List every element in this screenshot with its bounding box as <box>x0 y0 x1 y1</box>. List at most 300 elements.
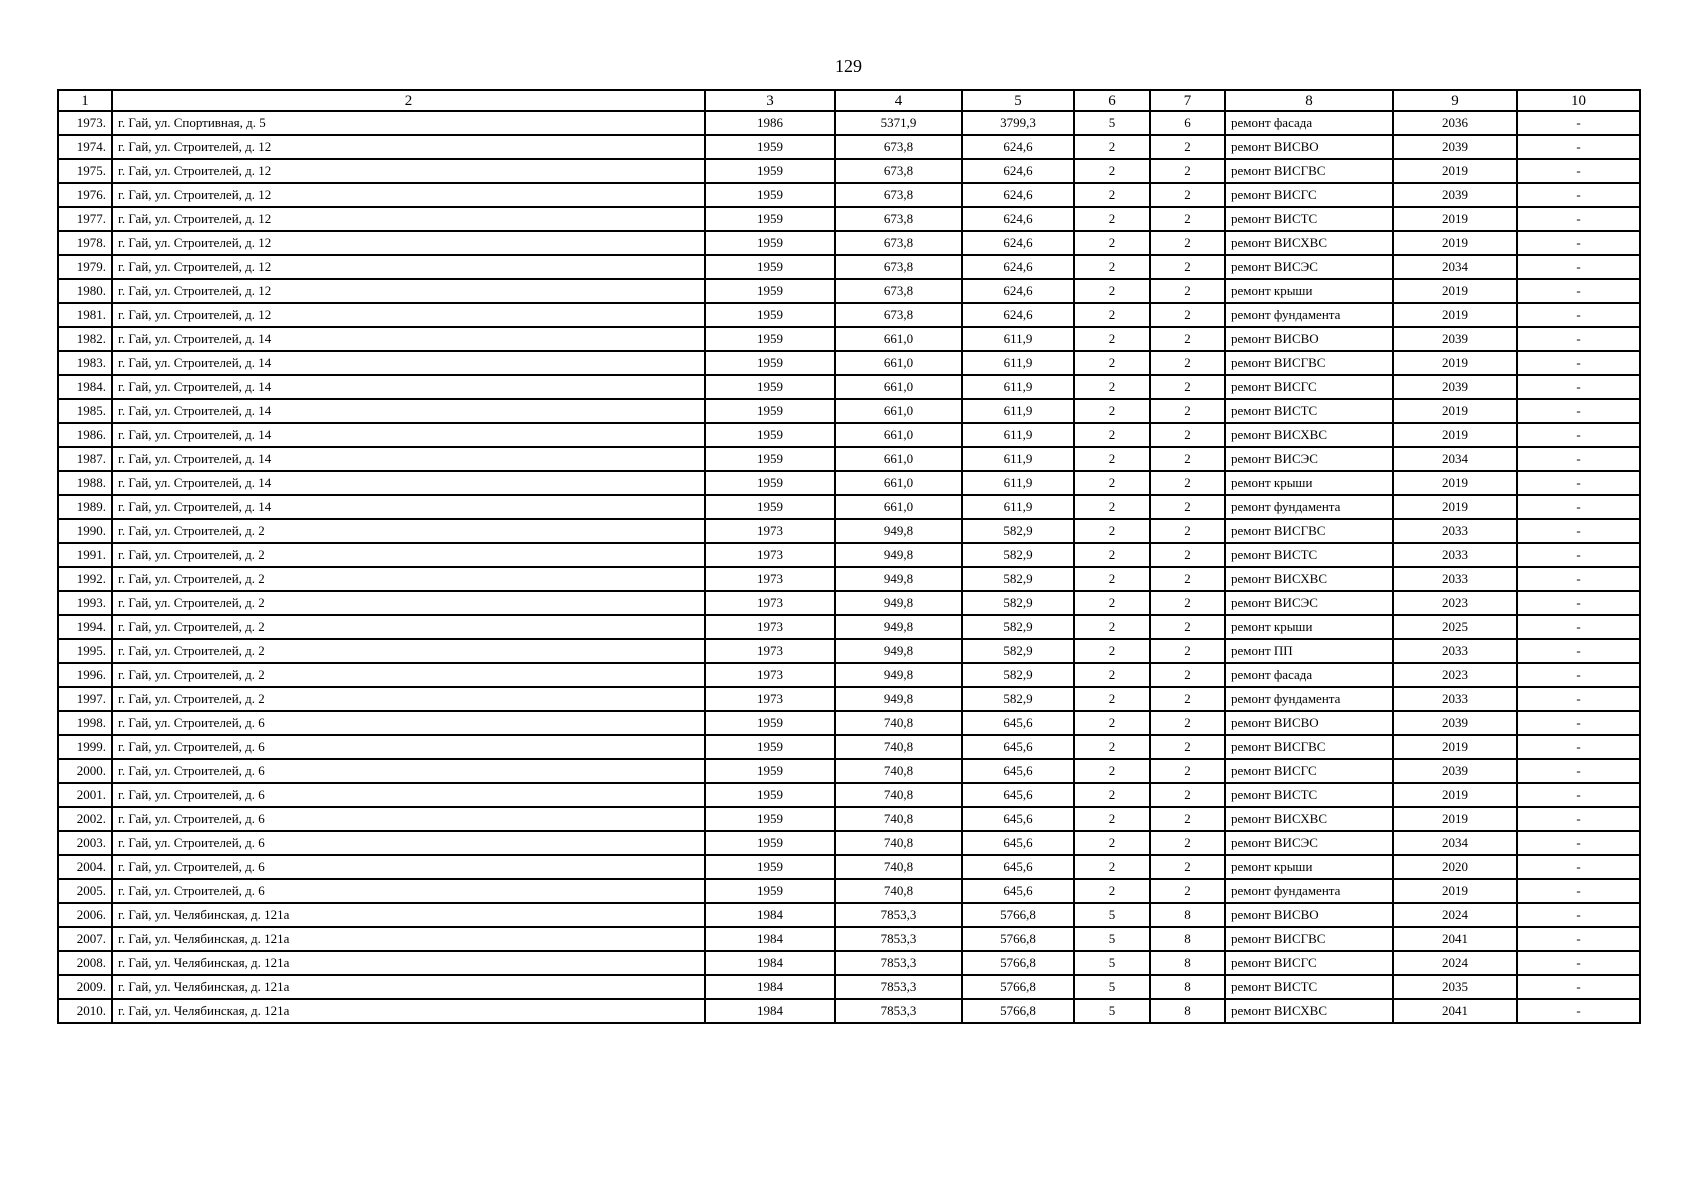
address-cell: г. Гай, ул. Строителей, д. 14 <box>112 495 705 519</box>
floors-cell: 2 <box>1074 279 1150 303</box>
planned-year-cell: 2041 <box>1393 927 1517 951</box>
column-header-9: 9 <box>1393 90 1517 111</box>
work-type-cell: ремонт ВИСВО <box>1225 135 1393 159</box>
entrances-cell: 8 <box>1150 903 1225 927</box>
table-header <box>58 90 1640 111</box>
floors-cell: 2 <box>1074 375 1150 399</box>
column-header-7: 7 <box>1150 90 1225 111</box>
address-cell: г. Гай, ул. Строителей, д. 12 <box>112 207 705 231</box>
floors-cell: 2 <box>1074 783 1150 807</box>
address-cell: г. Гай, ул. Строителей, д. 14 <box>112 399 705 423</box>
planned-year-cell: 2039 <box>1393 375 1517 399</box>
year-cell: 1959 <box>705 303 835 327</box>
address-cell: г. Гай, ул. Строителей, д. 12 <box>112 183 705 207</box>
address-cell: г. Гай, ул. Челябинская, д. 121а <box>112 951 705 975</box>
note-cell: - <box>1517 159 1640 183</box>
year-cell: 1959 <box>705 159 835 183</box>
entrances-cell: 2 <box>1150 591 1225 615</box>
table-row <box>58 783 1640 807</box>
work-type-cell: ремонт фасада <box>1225 663 1393 687</box>
year-cell: 1959 <box>705 807 835 831</box>
address-cell: г. Гай, ул. Строителей, д. 6 <box>112 879 705 903</box>
note-cell: - <box>1517 375 1640 399</box>
table-row <box>58 423 1640 447</box>
total-area-cell: 949,8 <box>835 663 962 687</box>
row-number-cell: 1981. <box>58 303 112 327</box>
living-area-cell: 582,9 <box>962 543 1074 567</box>
floors-cell: 2 <box>1074 159 1150 183</box>
table-row <box>58 375 1640 399</box>
year-cell: 1984 <box>705 951 835 975</box>
work-type-cell: ремонт фундамента <box>1225 687 1393 711</box>
note-cell: - <box>1517 447 1640 471</box>
planned-year-cell: 2039 <box>1393 183 1517 207</box>
column-header-8: 8 <box>1225 90 1393 111</box>
note-cell: - <box>1517 303 1640 327</box>
row-number-cell: 1997. <box>58 687 112 711</box>
work-type-cell: ремонт фундамента <box>1225 879 1393 903</box>
year-cell: 1959 <box>705 447 835 471</box>
entrances-cell: 2 <box>1150 807 1225 831</box>
note-cell: - <box>1517 135 1640 159</box>
address-cell: г. Гай, ул. Строителей, д. 2 <box>112 519 705 543</box>
address-cell: г. Гай, ул. Строителей, д. 2 <box>112 543 705 567</box>
total-area-cell: 740,8 <box>835 855 962 879</box>
entrances-cell: 2 <box>1150 639 1225 663</box>
note-cell: - <box>1517 591 1640 615</box>
total-area-cell: 7853,3 <box>835 951 962 975</box>
note-cell: - <box>1517 975 1640 999</box>
address-cell: г. Гай, ул. Строителей, д. 2 <box>112 615 705 639</box>
total-area-cell: 7853,3 <box>835 927 962 951</box>
floors-cell: 2 <box>1074 207 1150 231</box>
floors-cell: 2 <box>1074 471 1150 495</box>
planned-year-cell: 2023 <box>1393 663 1517 687</box>
entrances-cell: 2 <box>1150 183 1225 207</box>
planned-year-cell: 2019 <box>1393 471 1517 495</box>
entrances-cell: 2 <box>1150 519 1225 543</box>
work-type-cell: ремонт ВИСТС <box>1225 399 1393 423</box>
year-cell: 1986 <box>705 111 835 135</box>
year-cell: 1959 <box>705 735 835 759</box>
total-area-cell: 661,0 <box>835 375 962 399</box>
total-area-cell: 673,8 <box>835 231 962 255</box>
row-number-cell: 1979. <box>58 255 112 279</box>
floors-cell: 2 <box>1074 519 1150 543</box>
row-number-cell: 1993. <box>58 591 112 615</box>
work-type-cell: ремонт крыши <box>1225 471 1393 495</box>
address-cell: г. Гай, ул. Строителей, д. 14 <box>112 423 705 447</box>
row-number-cell: 1987. <box>58 447 112 471</box>
row-number-cell: 1999. <box>58 735 112 759</box>
total-area-cell: 740,8 <box>835 831 962 855</box>
note-cell: - <box>1517 999 1640 1023</box>
entrances-cell: 2 <box>1150 783 1225 807</box>
address-cell: г. Гай, ул. Строителей, д. 6 <box>112 831 705 855</box>
row-number-cell: 1977. <box>58 207 112 231</box>
total-area-cell: 740,8 <box>835 759 962 783</box>
work-type-cell: ремонт ВИСХВС <box>1225 567 1393 591</box>
planned-year-cell: 2035 <box>1393 975 1517 999</box>
column-header-4: 4 <box>835 90 962 111</box>
planned-year-cell: 2024 <box>1393 903 1517 927</box>
total-area-cell: 949,8 <box>835 543 962 567</box>
living-area-cell: 582,9 <box>962 567 1074 591</box>
total-area-cell: 949,8 <box>835 567 962 591</box>
row-number-cell: 2001. <box>58 783 112 807</box>
total-area-cell: 740,8 <box>835 783 962 807</box>
planned-year-cell: 2039 <box>1393 711 1517 735</box>
entrances-cell: 2 <box>1150 255 1225 279</box>
total-area-cell: 661,0 <box>835 399 962 423</box>
note-cell: - <box>1517 639 1640 663</box>
total-area-cell: 740,8 <box>835 879 962 903</box>
address-cell: г. Гай, ул. Строителей, д. 2 <box>112 663 705 687</box>
planned-year-cell: 2033 <box>1393 687 1517 711</box>
planned-year-cell: 2019 <box>1393 879 1517 903</box>
year-cell: 1984 <box>705 903 835 927</box>
year-cell: 1973 <box>705 591 835 615</box>
living-area-cell: 5766,8 <box>962 999 1074 1023</box>
floors-cell: 2 <box>1074 255 1150 279</box>
table-row <box>58 447 1640 471</box>
table-row <box>58 855 1640 879</box>
living-area-cell: 624,6 <box>962 255 1074 279</box>
total-area-cell: 7853,3 <box>835 903 962 927</box>
planned-year-cell: 2019 <box>1393 231 1517 255</box>
total-area-cell: 949,8 <box>835 591 962 615</box>
planned-year-cell: 2019 <box>1393 783 1517 807</box>
living-area-cell: 5766,8 <box>962 903 1074 927</box>
note-cell: - <box>1517 735 1640 759</box>
repair-schedule-table <box>57 89 1641 1024</box>
year-cell: 1959 <box>705 231 835 255</box>
entrances-cell: 2 <box>1150 327 1225 351</box>
work-type-cell: ремонт ВИСХВС <box>1225 807 1393 831</box>
entrances-cell: 2 <box>1150 495 1225 519</box>
planned-year-cell: 2036 <box>1393 111 1517 135</box>
total-area-cell: 673,8 <box>835 207 962 231</box>
work-type-cell: ремонт ВИСГС <box>1225 375 1393 399</box>
total-area-cell: 7853,3 <box>835 975 962 999</box>
note-cell: - <box>1517 687 1640 711</box>
work-type-cell: ремонт ВИСХВС <box>1225 423 1393 447</box>
year-cell: 1959 <box>705 423 835 447</box>
entrances-cell: 2 <box>1150 663 1225 687</box>
living-area-cell: 582,9 <box>962 639 1074 663</box>
row-number-cell: 2010. <box>58 999 112 1023</box>
address-cell: г. Гай, ул. Челябинская, д. 121а <box>112 927 705 951</box>
living-area-cell: 624,6 <box>962 183 1074 207</box>
note-cell: - <box>1517 423 1640 447</box>
work-type-cell: ремонт ВИСГВС <box>1225 735 1393 759</box>
living-area-cell: 611,9 <box>962 471 1074 495</box>
address-cell: г. Гай, ул. Строителей, д. 14 <box>112 447 705 471</box>
year-cell: 1984 <box>705 927 835 951</box>
floors-cell: 2 <box>1074 447 1150 471</box>
work-type-cell: ремонт ВИСТС <box>1225 543 1393 567</box>
planned-year-cell: 2039 <box>1393 759 1517 783</box>
work-type-cell: ремонт ВИСЭС <box>1225 447 1393 471</box>
floors-cell: 2 <box>1074 807 1150 831</box>
note-cell: - <box>1517 807 1640 831</box>
floors-cell: 2 <box>1074 687 1150 711</box>
row-number-cell: 2008. <box>58 951 112 975</box>
entrances-cell: 2 <box>1150 231 1225 255</box>
entrances-cell: 2 <box>1150 135 1225 159</box>
table-row <box>58 183 1640 207</box>
year-cell: 1959 <box>705 279 835 303</box>
total-area-cell: 673,8 <box>835 183 962 207</box>
address-cell: г. Гай, ул. Строителей, д. 6 <box>112 855 705 879</box>
table-row <box>58 159 1640 183</box>
address-cell: г. Гай, ул. Строителей, д. 12 <box>112 231 705 255</box>
planned-year-cell: 2033 <box>1393 567 1517 591</box>
total-area-cell: 949,8 <box>835 615 962 639</box>
total-area-cell: 5371,9 <box>835 111 962 135</box>
work-type-cell: ремонт ВИСГВС <box>1225 159 1393 183</box>
address-cell: г. Гай, ул. Строителей, д. 2 <box>112 687 705 711</box>
table-row <box>58 519 1640 543</box>
row-number-cell: 2000. <box>58 759 112 783</box>
living-area-cell: 645,6 <box>962 711 1074 735</box>
year-cell: 1959 <box>705 255 835 279</box>
planned-year-cell: 2039 <box>1393 327 1517 351</box>
planned-year-cell: 2019 <box>1393 279 1517 303</box>
work-type-cell: ремонт ВИСХВС <box>1225 999 1393 1023</box>
planned-year-cell: 2034 <box>1393 255 1517 279</box>
living-area-cell: 5766,8 <box>962 951 1074 975</box>
entrances-cell: 8 <box>1150 951 1225 975</box>
note-cell: - <box>1517 879 1640 903</box>
work-type-cell: ремонт ВИСГС <box>1225 951 1393 975</box>
address-cell: г. Гай, ул. Строителей, д. 2 <box>112 591 705 615</box>
planned-year-cell: 2019 <box>1393 735 1517 759</box>
total-area-cell: 949,8 <box>835 639 962 663</box>
table-row <box>58 687 1640 711</box>
row-number-cell: 1982. <box>58 327 112 351</box>
year-cell: 1959 <box>705 327 835 351</box>
entrances-cell: 2 <box>1150 759 1225 783</box>
table-row <box>58 711 1640 735</box>
floors-cell: 2 <box>1074 543 1150 567</box>
planned-year-cell: 2034 <box>1393 447 1517 471</box>
column-header-6: 6 <box>1074 90 1150 111</box>
table-row <box>58 591 1640 615</box>
total-area-cell: 7853,3 <box>835 999 962 1023</box>
work-type-cell: ремонт ВИСТС <box>1225 207 1393 231</box>
row-number-cell: 1980. <box>58 279 112 303</box>
work-type-cell: ремонт ВИСТС <box>1225 975 1393 999</box>
row-number-cell: 2005. <box>58 879 112 903</box>
row-number-cell: 1978. <box>58 231 112 255</box>
living-area-cell: 582,9 <box>962 663 1074 687</box>
floors-cell: 2 <box>1074 711 1150 735</box>
note-cell: - <box>1517 279 1640 303</box>
entrances-cell: 2 <box>1150 447 1225 471</box>
floors-cell: 2 <box>1074 855 1150 879</box>
planned-year-cell: 2019 <box>1393 351 1517 375</box>
address-cell: г. Гай, ул. Челябинская, д. 121а <box>112 903 705 927</box>
entrances-cell: 8 <box>1150 999 1225 1023</box>
note-cell: - <box>1517 855 1640 879</box>
total-area-cell: 661,0 <box>835 423 962 447</box>
living-area-cell: 611,9 <box>962 447 1074 471</box>
note-cell: - <box>1517 543 1640 567</box>
table-row <box>58 975 1640 999</box>
work-type-cell: ремонт ВИСВО <box>1225 327 1393 351</box>
table-row <box>58 543 1640 567</box>
floors-cell: 2 <box>1074 639 1150 663</box>
work-type-cell: ремонт ВИСГВС <box>1225 351 1393 375</box>
work-type-cell: ремонт ПП <box>1225 639 1393 663</box>
living-area-cell: 624,6 <box>962 135 1074 159</box>
row-number-cell: 1996. <box>58 663 112 687</box>
planned-year-cell: 2033 <box>1393 639 1517 663</box>
planned-year-cell: 2025 <box>1393 615 1517 639</box>
total-area-cell: 673,8 <box>835 303 962 327</box>
total-area-cell: 740,8 <box>835 735 962 759</box>
year-cell: 1959 <box>705 471 835 495</box>
year-cell: 1959 <box>705 879 835 903</box>
entrances-cell: 8 <box>1150 927 1225 951</box>
header-row <box>58 90 1640 111</box>
column-header-1: 1 <box>58 90 112 111</box>
note-cell: - <box>1517 903 1640 927</box>
entrances-cell: 8 <box>1150 975 1225 999</box>
table-row <box>58 399 1640 423</box>
row-number-cell: 1991. <box>58 543 112 567</box>
total-area-cell: 740,8 <box>835 807 962 831</box>
row-number-cell: 1975. <box>58 159 112 183</box>
year-cell: 1984 <box>705 999 835 1023</box>
note-cell: - <box>1517 183 1640 207</box>
address-cell: г. Гай, ул. Строителей, д. 12 <box>112 303 705 327</box>
address-cell: г. Гай, ул. Спортивная, д. 5 <box>112 111 705 135</box>
note-cell: - <box>1517 783 1640 807</box>
total-area-cell: 661,0 <box>835 495 962 519</box>
year-cell: 1984 <box>705 975 835 999</box>
total-area-cell: 949,8 <box>835 519 962 543</box>
row-number-cell: 1974. <box>58 135 112 159</box>
living-area-cell: 5766,8 <box>962 975 1074 999</box>
floors-cell: 2 <box>1074 831 1150 855</box>
living-area-cell: 582,9 <box>962 519 1074 543</box>
total-area-cell: 949,8 <box>835 687 962 711</box>
note-cell: - <box>1517 327 1640 351</box>
note-cell: - <box>1517 831 1640 855</box>
living-area-cell: 611,9 <box>962 495 1074 519</box>
entrances-cell: 2 <box>1150 471 1225 495</box>
row-number-cell: 1985. <box>58 399 112 423</box>
address-cell: г. Гай, ул. Строителей, д. 12 <box>112 279 705 303</box>
year-cell: 1959 <box>705 495 835 519</box>
note-cell: - <box>1517 399 1640 423</box>
year-cell: 1973 <box>705 615 835 639</box>
column-header-5: 5 <box>962 90 1074 111</box>
floors-cell: 2 <box>1074 183 1150 207</box>
planned-year-cell: 2024 <box>1393 951 1517 975</box>
table-row <box>58 999 1640 1023</box>
table-body <box>58 111 1640 1023</box>
table-row <box>58 615 1640 639</box>
entrances-cell: 2 <box>1150 567 1225 591</box>
floors-cell: 2 <box>1074 879 1150 903</box>
planned-year-cell: 2023 <box>1393 591 1517 615</box>
table-row <box>58 951 1640 975</box>
planned-year-cell: 2019 <box>1393 495 1517 519</box>
living-area-cell: 645,6 <box>962 735 1074 759</box>
entrances-cell: 2 <box>1150 159 1225 183</box>
total-area-cell: 673,8 <box>835 135 962 159</box>
living-area-cell: 611,9 <box>962 327 1074 351</box>
living-area-cell: 611,9 <box>962 375 1074 399</box>
address-cell: г. Гай, ул. Строителей, д. 2 <box>112 639 705 663</box>
year-cell: 1959 <box>705 399 835 423</box>
row-number-cell: 1994. <box>58 615 112 639</box>
table-row <box>58 663 1640 687</box>
address-cell: г. Гай, ул. Строителей, д. 14 <box>112 327 705 351</box>
floors-cell: 2 <box>1074 495 1150 519</box>
note-cell: - <box>1517 231 1640 255</box>
work-type-cell: ремонт ВИСГС <box>1225 183 1393 207</box>
year-cell: 1973 <box>705 567 835 591</box>
column-header-2: 2 <box>112 90 705 111</box>
floors-cell: 5 <box>1074 951 1150 975</box>
work-type-cell: ремонт фундамента <box>1225 303 1393 327</box>
floors-cell: 5 <box>1074 111 1150 135</box>
entrances-cell: 2 <box>1150 735 1225 759</box>
entrances-cell: 2 <box>1150 303 1225 327</box>
floors-cell: 2 <box>1074 135 1150 159</box>
year-cell: 1959 <box>705 855 835 879</box>
row-number-cell: 2006. <box>58 903 112 927</box>
table-row <box>58 135 1640 159</box>
table-row <box>58 567 1640 591</box>
note-cell: - <box>1517 759 1640 783</box>
work-type-cell: ремонт ВИСГС <box>1225 759 1393 783</box>
planned-year-cell: 2033 <box>1393 543 1517 567</box>
address-cell: г. Гай, ул. Строителей, д. 6 <box>112 735 705 759</box>
row-number-cell: 2004. <box>58 855 112 879</box>
address-cell: г. Гай, ул. Строителей, д. 6 <box>112 759 705 783</box>
row-number-cell: 1976. <box>58 183 112 207</box>
planned-year-cell: 2041 <box>1393 999 1517 1023</box>
total-area-cell: 740,8 <box>835 711 962 735</box>
year-cell: 1973 <box>705 639 835 663</box>
address-cell: г. Гай, ул. Челябинская, д. 121а <box>112 999 705 1023</box>
total-area-cell: 661,0 <box>835 471 962 495</box>
year-cell: 1973 <box>705 543 835 567</box>
table-row <box>58 903 1640 927</box>
living-area-cell: 582,9 <box>962 687 1074 711</box>
year-cell: 1959 <box>705 831 835 855</box>
total-area-cell: 673,8 <box>835 159 962 183</box>
year-cell: 1973 <box>705 519 835 543</box>
note-cell: - <box>1517 711 1640 735</box>
work-type-cell: ремонт крыши <box>1225 279 1393 303</box>
table-row <box>58 879 1640 903</box>
living-area-cell: 611,9 <box>962 351 1074 375</box>
floors-cell: 5 <box>1074 999 1150 1023</box>
year-cell: 1973 <box>705 687 835 711</box>
floors-cell: 2 <box>1074 663 1150 687</box>
floors-cell: 2 <box>1074 591 1150 615</box>
floors-cell: 5 <box>1074 975 1150 999</box>
floors-cell: 2 <box>1074 567 1150 591</box>
work-type-cell: ремонт фундамента <box>1225 495 1393 519</box>
total-area-cell: 673,8 <box>835 279 962 303</box>
